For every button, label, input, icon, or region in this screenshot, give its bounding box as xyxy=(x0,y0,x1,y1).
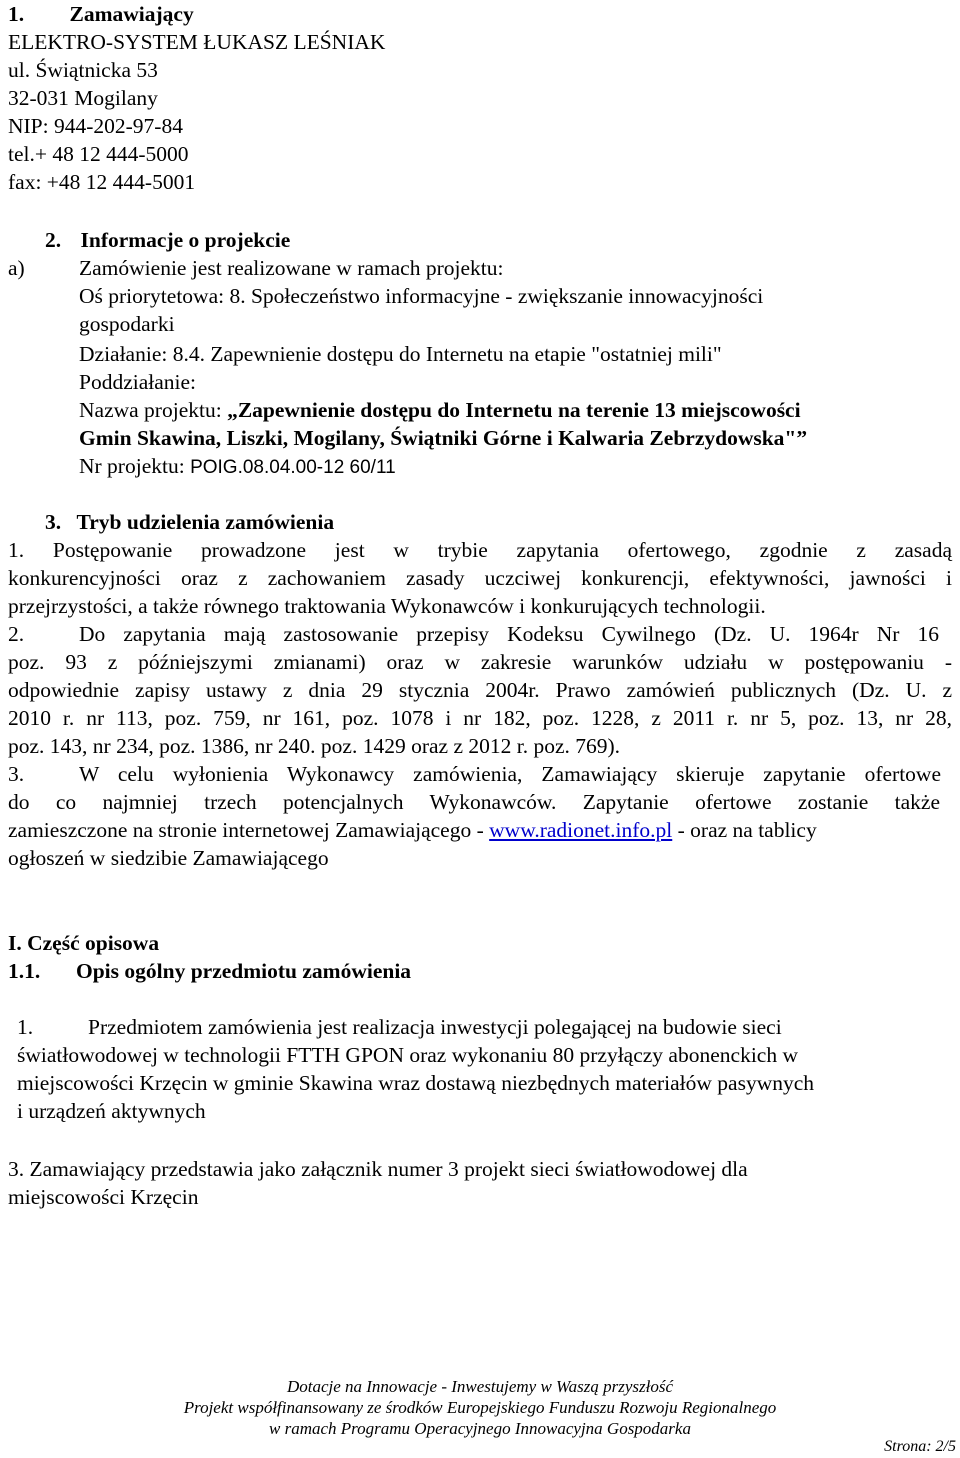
subaction-line: Poddziałanie: xyxy=(79,370,197,394)
company-city: 32-031 Mogilany xyxy=(8,86,158,110)
project-number-label: Nr projektu: xyxy=(79,454,191,478)
part1-heading: I. Część opisowa xyxy=(8,931,160,955)
footer-line1: Dotacje na Innowacje - Inwestujemy w Waszą przyszłość xyxy=(286,1377,674,1396)
item1-number: 1. xyxy=(17,1015,34,1039)
company-tel: tel.+ 48 12 444-5000 xyxy=(8,142,189,166)
s3-p3-line2: do co najmniej trzech potencjalnych Wykonawców. Zapytanie ofertowe zostanie także xyxy=(8,790,940,814)
section3-number: 3. xyxy=(45,510,62,534)
page-number: Strona: 2/5 xyxy=(884,1438,956,1455)
footer-line3: w ramach Programu Operacyjnego Innowacyjna Gospodarka xyxy=(269,1419,691,1438)
company-name: ELEKTRO-SYSTEM ŁUKASZ LEŚNIAK xyxy=(8,30,386,54)
section1-number: 1. xyxy=(8,2,25,26)
s3-p1-line2: konkurencyjności oraz z zachowaniem zasady uczciwej konkurencji, efektywności, jawności i xyxy=(8,566,952,590)
s3-p2-line5: poz. 143, nr 234, poz. 1386, nr 240. poz. 1429 oraz z 2012 r. poz. 769). xyxy=(8,734,621,758)
s3-p3-line1: W celu wyłonienia Wykonawcy zamówienia, Zamawiający skieruje zapytanie ofertowe xyxy=(79,762,941,786)
item-a-label: a) xyxy=(8,256,25,280)
s3-p2-number: 2. xyxy=(8,622,25,646)
section2-title: Informacje o projekcie xyxy=(80,228,291,252)
project-name-line1 xyxy=(79,396,801,424)
section3-title: Tryb udzielenia zamówienia xyxy=(76,510,335,534)
s3-p3-line3-end: - oraz na tablicy xyxy=(672,818,817,842)
project-name-line2: Gmin Skawina, Liszki, Mogilany, Świątniki Górne i Kalwaria Zebrzydowska"” xyxy=(79,426,808,450)
project-number-line xyxy=(79,452,396,482)
company-street: ul. Świątnicka 53 xyxy=(8,58,158,82)
item1-line2: światłowodowej w technologii FTTH GPON oraz wykonaniu 80 przyłączy abonenckich w xyxy=(17,1043,798,1067)
s3-p3-number: 3. xyxy=(8,762,25,786)
s3-p1-line1: 1. Postępowanie prowadzone jest w trybie zapytania ofertowego, zgodnie z zasadą xyxy=(8,538,952,562)
s3-p2-line4: 2010 r. nr 113, poz. 759, nr 161, poz. 1078 i nr 182, poz. 1228, z 2011 r. nr 5, poz. 13, nr 28, xyxy=(8,706,952,730)
footer-line2: Projekt współfinansowany ze środków Europejskiego Funduszu Rozwoju Regionalnego xyxy=(183,1398,777,1417)
s3-p3-line3 xyxy=(8,816,817,844)
project-name-value: „Zapewnienie dostępu do Internetu na terenie 13 miejscowości xyxy=(227,398,801,422)
s3-p1-line3: przejrzystości, a także równego traktowania Wykonawców i konkurujących technologii. xyxy=(8,594,766,618)
company-nip: NIP: 944-202-97-84 xyxy=(8,114,183,138)
part1-sub-number: 1.1. xyxy=(8,959,41,983)
s3-p2-line1: Do zapytania mają zastosowanie przepisy Kodeksu Cywilnego (Dz. U. 1964r Nr 16 xyxy=(79,622,939,646)
s3-p3-line3-start: zamieszczone na stronie internetowej Zamawiającego - xyxy=(8,818,490,842)
item-a-text: Zamówienie jest realizowane w ramach projektu: xyxy=(79,256,504,280)
project-number-value: POIG.08.04.00-12 60/11 xyxy=(190,457,396,478)
priority-axis-line1: Oś priorytetowa: 8. Społeczeństwo informacyjne - zwiększanie innowacyjności xyxy=(79,284,764,308)
s3-p3-line4: ogłoszeń w siedzibie Zamawiającego xyxy=(8,846,329,870)
company-fax: fax: +48 12 444-5001 xyxy=(8,170,196,194)
section2-heading xyxy=(45,226,290,254)
priority-axis-line2: gospodarki xyxy=(79,312,175,336)
item3-line2: miejscowości Krzęcin xyxy=(8,1185,199,1209)
item3-line1: 3. Zamawiający przedstawia jako załącznik numer 3 projekt sieci światłowodowej dla xyxy=(8,1157,748,1181)
project-name-label: Nazwa projektu: xyxy=(79,398,228,422)
item1-line1: Przedmiotem zamówienia jest realizacja inwestycji polegającej na budowie sieci xyxy=(88,1015,782,1039)
item1-line3: miejscowości Krzęcin w gminie Skawina wraz dostawą niezbędnych materiałów pasywnych xyxy=(17,1071,815,1095)
s3-p2-line2: poz. 93 z późniejszymi zmianami) oraz w zakresie warunków udziału w postępowaniu - xyxy=(8,650,952,674)
s3-p2-line3: odpowiednie zapisy ustawy z dnia 29 stycznia 2004r. Prawo zamówień publicznych (Dz. U. z xyxy=(8,678,952,702)
website-link[interactable]: www.radionet.info.pl xyxy=(489,818,673,842)
action-line: Działanie: 8.4. Zapewnienie dostępu do Internetu na etapie "ostatniej mili" xyxy=(79,342,722,366)
item1-line4: i urządzeń aktywnych xyxy=(17,1099,206,1123)
part1-sub-title: Opis ogólny przedmiotu zamówienia xyxy=(76,959,412,983)
item-a xyxy=(8,254,25,282)
section1-title: Zamawiający xyxy=(69,2,194,26)
part1-subheading xyxy=(8,957,412,985)
section3-heading xyxy=(45,508,334,536)
section2-number: 2. xyxy=(45,228,62,252)
section1-heading xyxy=(8,0,194,28)
